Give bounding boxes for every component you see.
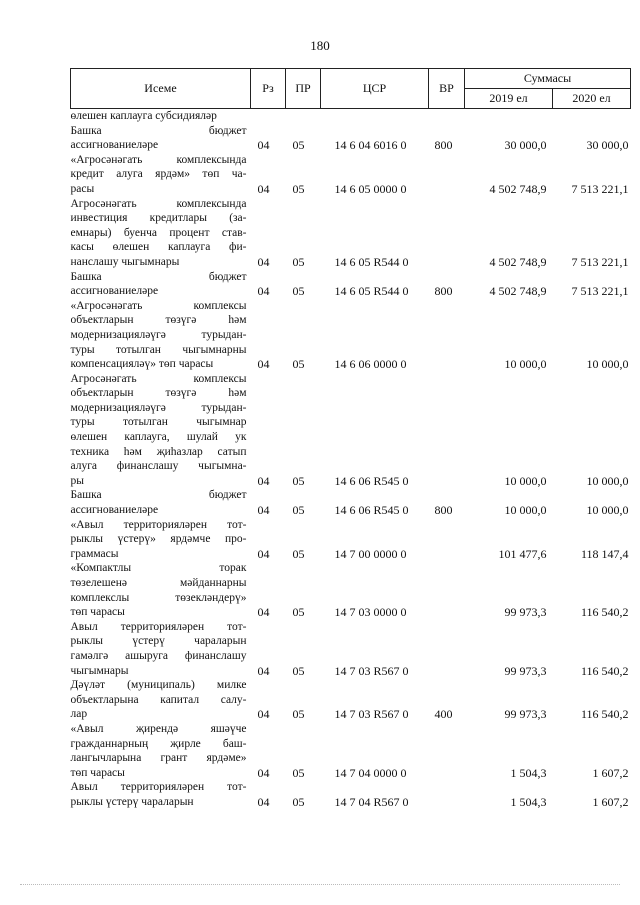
header-year-2019: 2019 ел	[465, 89, 553, 109]
row-name-line: гражданнарның җирле баш-	[70, 737, 247, 750]
row-name-line: граммасы	[70, 547, 119, 560]
row-pr: 05	[292, 794, 305, 809]
row-name-line: рыклы үстерү чараларын	[70, 635, 247, 648]
row-rz: 04	[257, 707, 270, 722]
row-pr: 05	[292, 765, 305, 780]
row-name-line: инвестиция кредитлары (за-	[70, 212, 247, 225]
row-name	[71, 678, 251, 722]
row-sum-2020: 116 540,2	[580, 707, 629, 722]
row-sum-2019: 1 504,3	[510, 765, 547, 780]
row-sum-2019: 99 973,3	[504, 605, 547, 620]
table-header	[71, 69, 631, 109]
row-sum-2019: 1 504,3	[510, 794, 547, 809]
header-sums: Суммасы	[465, 69, 631, 89]
row-name-line: рыклы үстерү» ярдәмче про-	[70, 533, 247, 546]
row-vr	[429, 153, 465, 197]
row-name	[71, 780, 251, 809]
row-name-line: Агросәнәгать комплексында	[70, 197, 247, 210]
row-rz: 04	[257, 254, 270, 269]
row-rz: 04	[257, 663, 270, 678]
table-row	[71, 197, 631, 270]
row-csr: 14 6 04 6016 0	[334, 138, 407, 153]
row-name-line: төзелешенә мәйданнарны	[70, 577, 247, 589]
table-body	[71, 109, 631, 810]
table-row	[71, 561, 631, 619]
table-row	[71, 124, 631, 153]
row-pr: 05	[292, 284, 305, 299]
row-vr	[429, 780, 465, 809]
row-sum-2019: 30 000,0	[504, 138, 547, 153]
row-csr: 14 6 05 R544 0	[334, 254, 409, 269]
row-name	[71, 124, 251, 153]
row-name-line: компенсацияләү» төп чарасы	[70, 358, 214, 371]
table-row	[71, 488, 631, 517]
header-pr: ПР	[286, 69, 321, 109]
row-name-line: Дәүләт (муниципаль) милке	[70, 679, 247, 692]
row-name-line: туры тотылган чыгымнар	[70, 416, 247, 429]
row-rz: 04	[257, 181, 270, 196]
row-csr: 14 6 06 R545 0	[334, 503, 409, 518]
row-name	[71, 372, 251, 489]
row-csr: 14 7 03 R567 0	[334, 707, 409, 722]
table-row	[71, 153, 631, 197]
row-name-line: касы өлешен каплауга фи-	[70, 241, 247, 254]
row-name	[71, 299, 251, 372]
header-vr: ВР	[429, 69, 465, 109]
row-name-line: расы	[70, 182, 95, 195]
row-csr: 14 6 05 R544 0	[334, 284, 409, 299]
row-name-line: гамәлгә ашыруга финанслашу	[70, 649, 247, 662]
continuation-text: өлешен каплауга субсидияләр	[70, 110, 217, 122]
row-sum-2020: 10 000,0	[586, 503, 629, 518]
row-sum-2020: 7 513 221,1	[571, 284, 629, 299]
row-name	[71, 561, 251, 619]
row-sum-2019: 99 973,3	[504, 707, 547, 722]
row-vr: 400	[434, 707, 453, 722]
row-name-line: өлешен каплауга, шулай ук	[70, 431, 247, 444]
row-rz: 04	[257, 284, 270, 299]
row-vr: 800	[434, 503, 453, 518]
header-year-2020: 2020 ел	[553, 89, 631, 109]
row-csr: 14 6 05 0000 0	[334, 181, 407, 196]
header-csr: ЦСР	[321, 69, 429, 109]
row-name-line: алуга финанслашу чыгымна-	[70, 460, 247, 473]
scan-edge-dots	[20, 884, 620, 886]
row-name-line: ассигнованиеләре	[70, 504, 159, 517]
row-name-line: ры	[70, 474, 84, 487]
row-name-line: Башка бюджет	[70, 270, 247, 283]
row-pr: 05	[292, 254, 305, 269]
row-csr: 14 7 03 0000 0	[334, 605, 407, 620]
row-rz: 04	[257, 473, 270, 488]
row-pr: 05	[292, 546, 305, 561]
row-name-line: ассигнованиеләре	[70, 285, 159, 298]
row-csr: 14 7 00 0000 0	[334, 546, 407, 561]
row-vr	[429, 518, 465, 562]
row-sum-2019: 10 000,0	[504, 503, 547, 518]
table-row	[71, 722, 631, 780]
row-name-line: объектларын төзүгә һәм	[70, 387, 247, 400]
row-name	[71, 518, 251, 562]
row-sum-2020: 7 513 221,1	[571, 181, 629, 196]
row-name-line: туры тотылган чыгымнарны	[70, 343, 247, 356]
row-name-line: лар	[70, 708, 88, 721]
header-name: Исеме	[71, 69, 251, 109]
row-pr: 05	[292, 473, 305, 488]
row-name-line: модернизацияләүгә турыдан-	[70, 401, 247, 414]
row-name	[71, 197, 251, 270]
header-rz: Рз	[251, 69, 286, 109]
row-name-line: объектларына капитал салу-	[70, 693, 247, 706]
row-pr: 05	[292, 707, 305, 722]
row-name	[71, 153, 251, 197]
table-row	[71, 780, 631, 809]
row-name-line: «Авыл территорияләрен тот-	[70, 518, 247, 531]
row-name	[71, 270, 251, 299]
row-csr: 14 7 03 R567 0	[334, 663, 409, 678]
row-vr	[429, 197, 465, 270]
row-rz: 04	[257, 765, 270, 780]
row-pr: 05	[292, 663, 305, 678]
row-sum-2019: 101 477,6	[498, 546, 547, 561]
row-name-line: нанслашу чыгымнары	[70, 255, 180, 268]
row-name-line: техника һәм җиһазлар сатып	[70, 445, 247, 458]
row-name-line: «Авыл җирендә яшәүче	[70, 722, 247, 735]
table-row	[71, 678, 631, 722]
row-vr	[429, 620, 465, 678]
row-name-line: чыгымнары	[70, 664, 129, 677]
budget-table	[70, 68, 631, 810]
row-name-line: «Компактлы торак	[70, 562, 247, 575]
row-name-line: төп чарасы	[70, 606, 125, 619]
row-sum-2019: 99 973,3	[504, 663, 547, 678]
row-name-line: объектларын төзүгә һәм	[70, 314, 247, 327]
row-rz: 04	[257, 357, 270, 372]
row-name-line: «Агросәнәгать комплексында	[70, 153, 247, 166]
table-row	[71, 518, 631, 562]
row-name	[71, 722, 251, 780]
row-name-line: Башка бюджет	[70, 489, 247, 502]
row-rz: 04	[257, 546, 270, 561]
row-rz: 04	[257, 605, 270, 620]
row-vr: 800	[434, 284, 453, 299]
row-sum-2019: 4 502 748,9	[489, 181, 547, 196]
row-rz: 04	[257, 503, 270, 518]
row-sum-2020: 1 607,2	[592, 765, 629, 780]
row-name-line: төп чарасы	[70, 766, 125, 779]
row-sum-2019: 10 000,0	[504, 357, 547, 372]
row-pr: 05	[292, 503, 305, 518]
row-csr: 14 6 06 R545 0	[334, 473, 409, 488]
row-name-line: Башка бюджет	[70, 124, 247, 137]
row-sum-2019: 10 000,0	[504, 473, 547, 488]
row-sum-2020: 7 513 221,1	[571, 254, 629, 269]
table-row	[71, 372, 631, 489]
row-sum-2020: 116 540,2	[580, 605, 629, 620]
row-vr	[429, 299, 465, 372]
row-name-line: рыклы үстерү чараларын	[70, 795, 194, 808]
row-name-line: Авыл территорияләрен тот-	[70, 781, 247, 794]
row-sum-2020: 10 000,0	[586, 473, 629, 488]
row-rz: 04	[257, 138, 270, 153]
row-name-line: «Агросәнәгать комплексы	[70, 299, 247, 312]
row-sum-2020: 1 607,2	[592, 794, 629, 809]
continuation-row	[71, 109, 631, 124]
row-sum-2020: 116 540,2	[580, 663, 629, 678]
row-vr: 800	[434, 138, 453, 153]
row-name-line: кредит алуга ярдәм» төп ча-	[70, 168, 247, 181]
page-number: 180	[310, 38, 330, 53]
row-sum-2020: 10 000,0	[586, 357, 629, 372]
row-sum-2019: 4 502 748,9	[489, 284, 547, 299]
row-vr	[429, 722, 465, 780]
row-vr	[429, 561, 465, 619]
row-sum-2020: 30 000,0	[586, 138, 629, 153]
row-csr: 14 7 04 0000 0	[334, 765, 407, 780]
table-row	[71, 299, 631, 372]
row-csr: 14 7 04 R567 0	[334, 794, 409, 809]
table-row	[71, 270, 631, 299]
row-name-line: ассигнованиеләре	[70, 139, 159, 152]
row-vr	[429, 372, 465, 489]
row-name-line: модернизацияләүгә турыдан-	[70, 328, 247, 341]
row-pr: 05	[292, 181, 305, 196]
row-pr: 05	[292, 605, 305, 620]
row-pr: 05	[292, 138, 305, 153]
row-sum-2020: 118 147,4	[580, 546, 629, 561]
row-name-line: емнары) буенча процент став-	[70, 226, 247, 239]
row-name-line: Агросәнәгать комплексы	[70, 372, 247, 385]
table-row	[71, 620, 631, 678]
row-name	[71, 488, 251, 517]
row-csr: 14 6 06 0000 0	[334, 357, 407, 372]
row-sum-2019: 4 502 748,9	[489, 254, 547, 269]
row-rz: 04	[257, 794, 270, 809]
row-name-line: лангычларына грант ярдәме»	[70, 752, 247, 765]
row-name-line: комплекслы төзекләндерү»	[70, 591, 247, 604]
row-name	[71, 620, 251, 678]
row-name-line: Авыл территорияләрен тот-	[70, 620, 247, 633]
row-pr: 05	[292, 357, 305, 372]
